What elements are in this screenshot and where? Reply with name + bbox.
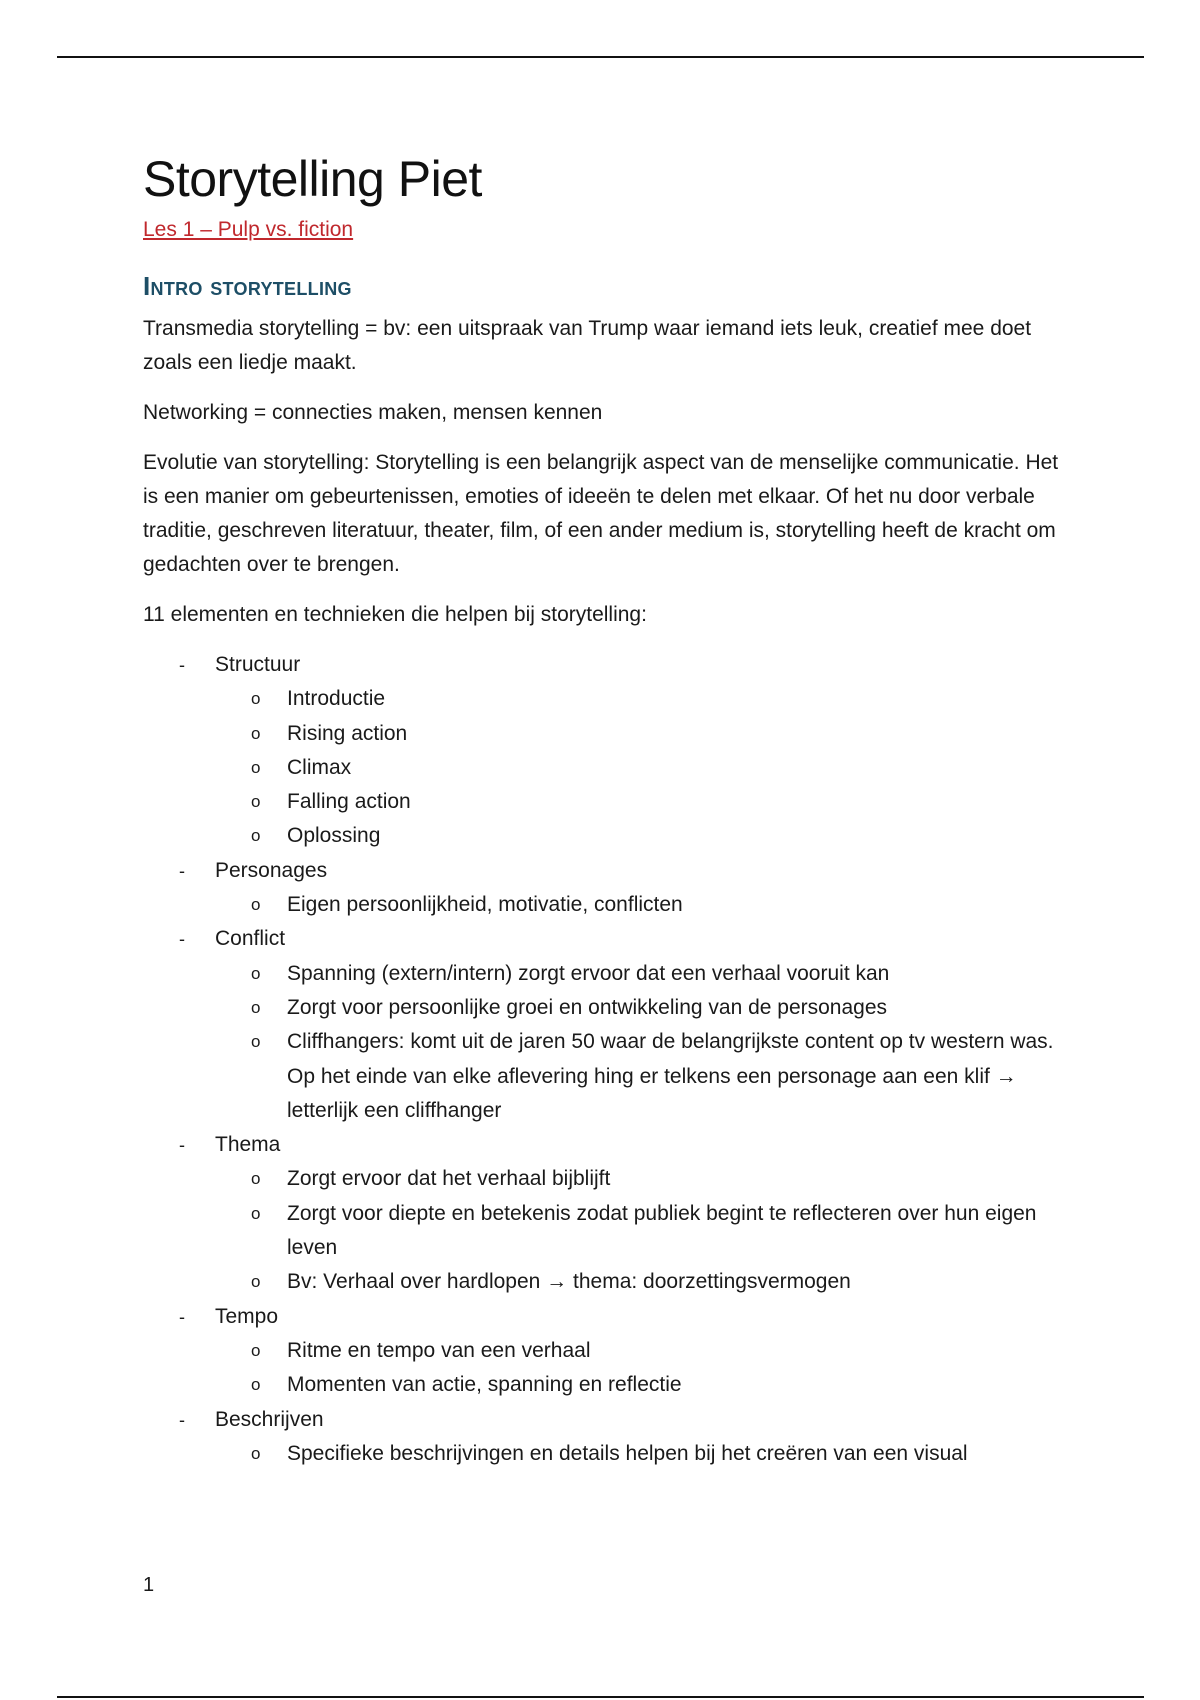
- list-item: [143, 1300, 1063, 1403]
- list-item: [143, 922, 1063, 1128]
- sub-list-item: [215, 1265, 1063, 1299]
- sub-list-item: [215, 1368, 1063, 1402]
- circle-bullet-icon: o: [251, 1443, 261, 1463]
- circle-bullet-icon: o: [251, 1272, 261, 1292]
- sub-list: [215, 957, 1063, 1128]
- sub-list-item-text: Falling action: [287, 790, 411, 814]
- sub-list-item-text: Climax: [287, 755, 352, 779]
- list-item-label: Personages: [215, 858, 328, 882]
- circle-bullet-icon: o: [251, 1340, 261, 1360]
- list-item-label: Tempo: [215, 1304, 279, 1328]
- list-item: [143, 648, 1063, 854]
- document-title: Storytelling Piet: [143, 151, 482, 207]
- circle-bullet-icon: o: [251, 1032, 261, 1052]
- sub-list-item-text: Ritme en tempo van een verhaal: [287, 1338, 591, 1362]
- sub-list: [215, 1162, 1063, 1299]
- list-item: [143, 1128, 1063, 1299]
- sub-list-item: [215, 1437, 1063, 1471]
- sub-list-item-text: Momenten van actie, spanning en reflectie: [287, 1373, 682, 1397]
- circle-bullet-icon: o: [251, 792, 261, 812]
- circle-bullet-icon: o: [251, 963, 261, 983]
- sub-list-item: [215, 819, 1063, 853]
- sub-list: [215, 1334, 1063, 1403]
- sub-list-item-text: Zorgt voor diepte en betekenis zodat publiek begint te reflecteren over hun eigen leven: [287, 1201, 1037, 1260]
- sub-list-item-text: Bv: Verhaal over hardlopen → thema: doorzettingsvermogen: [287, 1270, 851, 1294]
- list-item-label: Thema: [215, 1133, 281, 1157]
- list-item-label: Structuur: [215, 653, 301, 676]
- sub-list-item-text: Zorgt voor persoonlijke groei en ontwikkeling van de personages: [287, 995, 888, 1019]
- sub-list-item-text: Zorgt ervoor dat het verhaal bijblijft: [287, 1167, 611, 1191]
- dash-bullet-icon: -: [179, 1135, 185, 1156]
- dash-bullet-icon: -: [179, 1409, 185, 1430]
- section-heading: Intro storytelling: [143, 271, 352, 301]
- circle-bullet-icon: o: [251, 1375, 261, 1395]
- sub-list: [215, 1437, 1063, 1471]
- sub-list: [215, 682, 1063, 853]
- circle-bullet-icon: o: [251, 723, 261, 743]
- sub-list-item: [215, 1025, 1063, 1128]
- footer-rule: [57, 1696, 1144, 1698]
- sub-list-item: [215, 785, 1063, 819]
- circle-bullet-icon: o: [251, 895, 261, 915]
- paragraph-transmedia: Transmedia storytelling = bv: een uitspraak van Trump waar iemand iets leuk, creatief mee doet zoals een liedje maakt.: [143, 317, 1032, 374]
- list-item-label: Beschrijven: [215, 1407, 324, 1431]
- sub-list-item-text: Cliffhangers: komt uit de jaren 50 waar de belangrijkste content op tv western was. Op het einde van elke aflevering hing er telkens een personage aan een klif → letterlijk een cliffhanger: [287, 1030, 1054, 1122]
- paragraph-evolutie: Evolutie van storytelling: Storytelling is een belangrijk aspect van de menselijke communicatie. Het is een manier om gebeurtenissen, emoties of ideeën te delen met elkaar. Of het nu door verbale traditie, geschreven literatuur, theater, film, of een ander medium is, storytelling heeft de kracht om gedachten over te brengen.: [143, 451, 1059, 576]
- paragraph-networking: Networking = connecties maken, mensen kennen: [143, 401, 603, 424]
- page-number: 1: [143, 1574, 155, 1596]
- sub-list-item: [215, 751, 1063, 785]
- sub-list-item: [215, 888, 1063, 922]
- dash-bullet-icon: -: [179, 655, 185, 675]
- sub-list-item: [215, 1334, 1063, 1368]
- sub-list-item-text: Rising action: [287, 721, 408, 745]
- sub-list-item: [215, 1197, 1063, 1266]
- elements-list: [143, 648, 1063, 1471]
- circle-bullet-icon: o: [251, 757, 261, 777]
- circle-bullet-icon: o: [251, 1203, 261, 1223]
- dash-bullet-icon: -: [179, 1306, 185, 1327]
- sub-list-item: [215, 717, 1063, 751]
- sub-list-item: [215, 1162, 1063, 1196]
- dash-bullet-icon: -: [179, 860, 185, 881]
- circle-bullet-icon: o: [251, 997, 261, 1017]
- sub-list-item-text: Spanning (extern/intern) zorgt ervoor dat een verhaal vooruit kan: [287, 961, 890, 985]
- circle-bullet-icon: o: [251, 1169, 261, 1189]
- list-item: [143, 854, 1063, 923]
- list-item: [143, 1403, 1063, 1472]
- list-item-label: Conflict: [215, 927, 286, 951]
- sub-list-item: [215, 991, 1063, 1025]
- header-rule: [57, 56, 1144, 58]
- circle-bullet-icon: o: [251, 689, 261, 709]
- sub-list: [215, 888, 1063, 922]
- sub-list-item: [215, 957, 1063, 991]
- sub-list-item-text: Introductie: [287, 687, 386, 711]
- sub-list-item: [215, 682, 1063, 716]
- dash-bullet-icon: -: [179, 929, 185, 950]
- paragraph-elementen-intro: 11 elementen en technieken die helpen bij storytelling:: [143, 603, 647, 626]
- sub-list-item-text: Eigen persoonlijkheid, motivatie, conflicten: [287, 893, 683, 917]
- sub-list-item-text: Specifieke beschrijvingen en details helpen bij het creëren van een visual: [287, 1441, 968, 1465]
- sub-list-item-text: Oplossing: [287, 824, 381, 848]
- lesson-link[interactable]: Les 1 – Pulp vs. fiction: [143, 218, 354, 241]
- document-body: [143, 148, 1063, 1471]
- circle-bullet-icon: o: [251, 826, 261, 846]
